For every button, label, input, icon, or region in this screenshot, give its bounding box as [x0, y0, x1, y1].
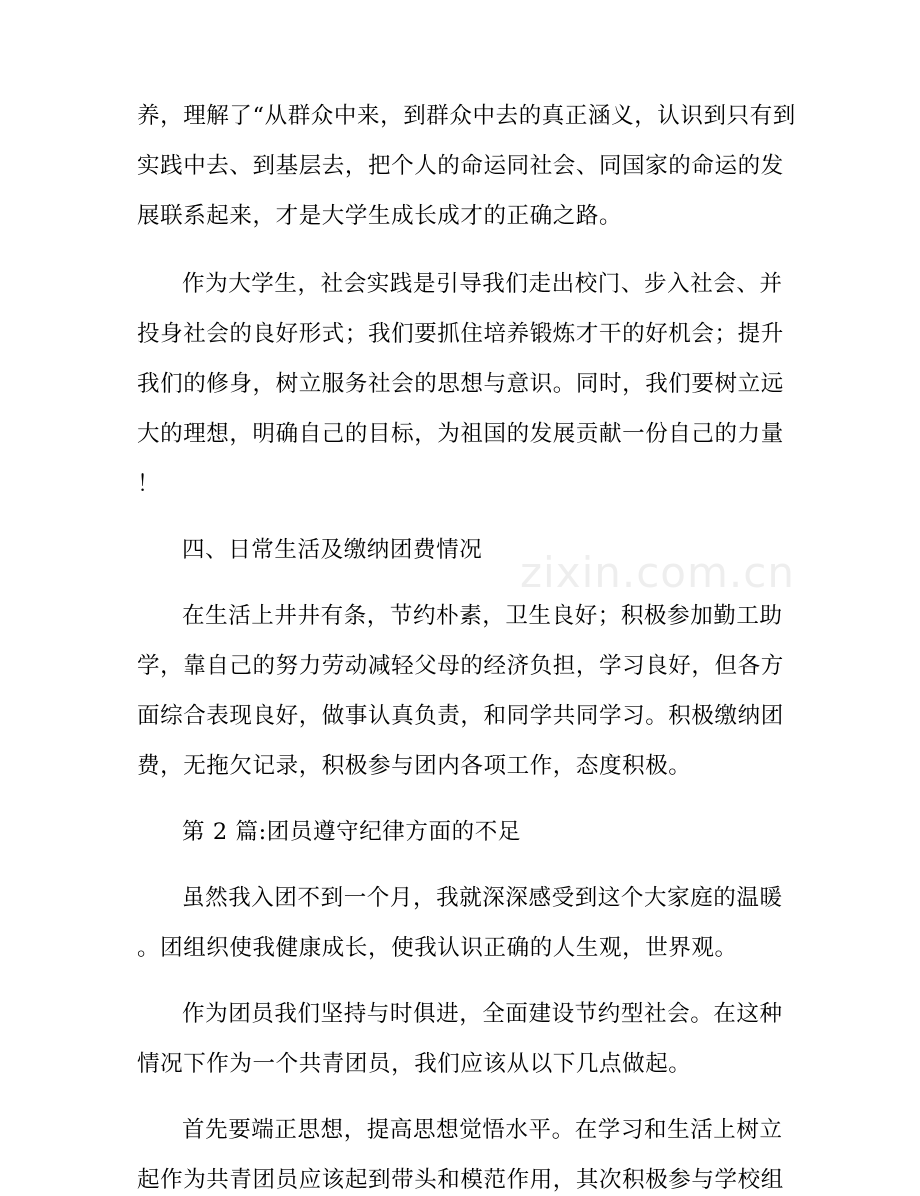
paragraph-line: 费，无拖欠记录，积极参与团内各项工作，态度积极。 — [137, 753, 692, 779]
paragraph-line: 。团组织使我健康成长，使我认识正确的人生观，世界观。 — [137, 935, 738, 961]
watermark: zixin.com.cn — [520, 548, 795, 597]
paragraph-line: 面综合表现良好，做事认真负责，和同学共同学习。积极缴纳团 — [137, 703, 784, 729]
paragraph-line: 我们的修身，树立服务社会的思想与意识。同时，我们要树立远 — [137, 371, 784, 397]
paragraph-line: 首先要端正思想，提高思想觉悟水平。在学习和生活上树立 — [182, 1117, 783, 1143]
paragraph-line: 作为团员我们坚持与时俱进，全面建设节约型社会。在这种 — [182, 1001, 783, 1027]
paragraph-line: 作为大学生，社会实践是引导我们走出校门、步入社会、并 — [182, 271, 783, 297]
paragraph-line: 投身社会的良好形式；我们要抓住培养锻炼才干的好机会；提升 — [137, 321, 784, 347]
paragraph-line: 实践中去、到基层去，把个人的命运同社会、同国家的命运的发 — [137, 153, 784, 179]
paragraph-line: 虽然我入团不到一个月，我就深深感受到这个大家庭的温暖 — [182, 885, 783, 911]
paragraph-line: 大的理想，明确自己的目标，为祖国的发展贡献一份自己的力量 — [137, 421, 784, 447]
paragraph-line: 学，靠自己的努力劳动减轻父母的经济负担，学习良好，但各方 — [137, 653, 784, 679]
paragraph-line: 养，理解了“从群众中来，到群众中去的真正涵义，认识到只有到 — [137, 103, 796, 129]
article-heading: 第 2 篇:团员遵守纪律方面的不足 — [182, 819, 521, 845]
paragraph-line: 在生活上井井有条，节约朴素，卫生良好；积极参加勤工助 — [182, 603, 783, 629]
paragraph-line: 展联系起来，才是大学生成长成才的正确之路。 — [137, 203, 623, 229]
paragraph-line: ！ — [137, 471, 161, 497]
paragraph-line: 情况下作为一个共青团员，我们应该从以下几点做起。 — [137, 1051, 692, 1077]
section-heading: 四、日常生活及缴纳团费情况 — [182, 537, 483, 563]
paragraph-line: 起作为共青团员应该起到带头和模范作用，其次积极参与学校组 — [137, 1167, 784, 1193]
